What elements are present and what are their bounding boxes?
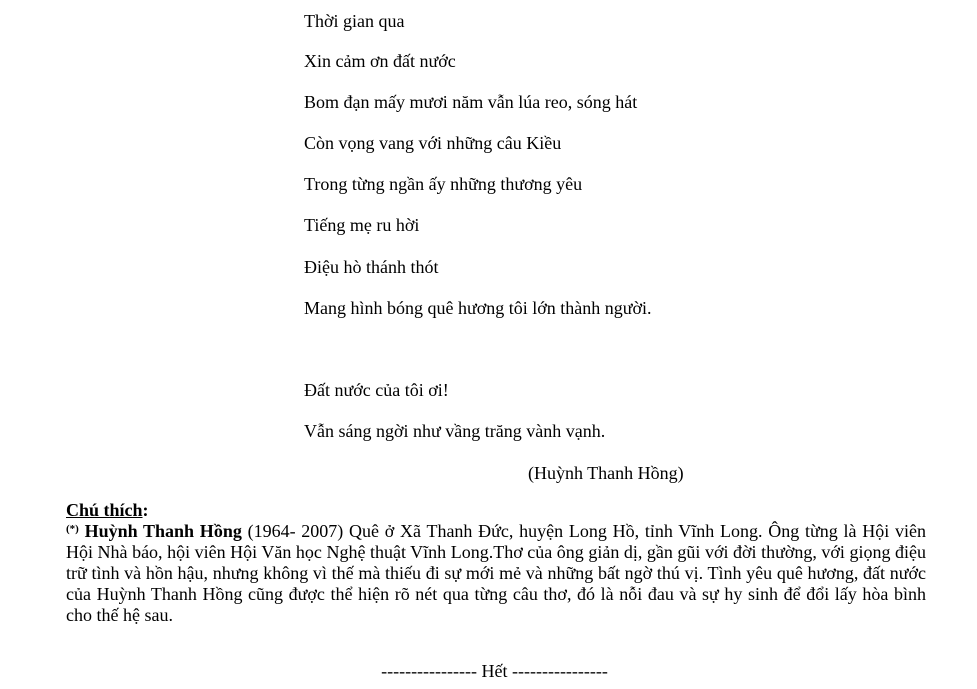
notes-heading-colon: : bbox=[142, 500, 149, 520]
poem-line-9: Đất nước của tôi ơi! bbox=[304, 380, 449, 400]
poem-line-7: Điệu hò thánh thót bbox=[304, 257, 439, 277]
author-credit: (Huỳnh Thanh Hồng) bbox=[528, 463, 684, 483]
end-marker-text: ---------------- Hết ---------------- bbox=[381, 661, 608, 681]
poem-line-6: Tiếng mẹ ru hời bbox=[304, 215, 420, 235]
notes-heading-label: Chú thích bbox=[66, 500, 143, 520]
poem-line-1: Thời gian qua bbox=[304, 11, 405, 31]
poem-line-2: Xin cảm ơn đất nước bbox=[304, 51, 456, 71]
notes-text: (1964- 2007) Quê ở Xã Thanh Đức, huyện Long Hồ, tỉnh Vĩnh Long. Ông từng là Hội viên Hội Nhà báo, hội viên Hội Văn học Nghệ thuật Vĩnh Long.Thơ của ông giản dị, gần gũi với đời thường, với giọng điệu trữ tình và hồn hậu, nhưng không vì thế mà thiếu đi sự mới mẻ và những bất ngờ thú vị. Tình yêu quê hương, đất nước của Huỳnh Thanh Hồng cũng được thể hiện rõ nét qua từng câu thơ, đó là nỗi đau và sự hy sinh để đổi lấy hòa bình cho thế hệ sau. bbox=[66, 521, 926, 625]
notes-body bbox=[66, 521, 926, 626]
footnote-marker: (*) bbox=[66, 523, 79, 535]
poem-line-4: Còn vọng vang với những câu Kiều bbox=[304, 133, 562, 153]
poem-line-3: Bom đạn mấy mươi năm vẫn lúa reo, sóng hát bbox=[304, 92, 638, 112]
author-name: Huỳnh Thanh Hồng bbox=[84, 521, 242, 541]
notes-heading bbox=[66, 500, 926, 521]
poem-line-10: Vẫn sáng ngời như vầng trăng vành vạnh. bbox=[304, 421, 606, 441]
notes-section bbox=[66, 500, 926, 626]
end-marker bbox=[0, 660, 977, 682]
poem-line-5: Trong từng ngần ấy những thương yêu bbox=[304, 174, 583, 194]
poem-line-8: Mang hình bóng quê hương tôi lớn thành người. bbox=[304, 298, 652, 318]
